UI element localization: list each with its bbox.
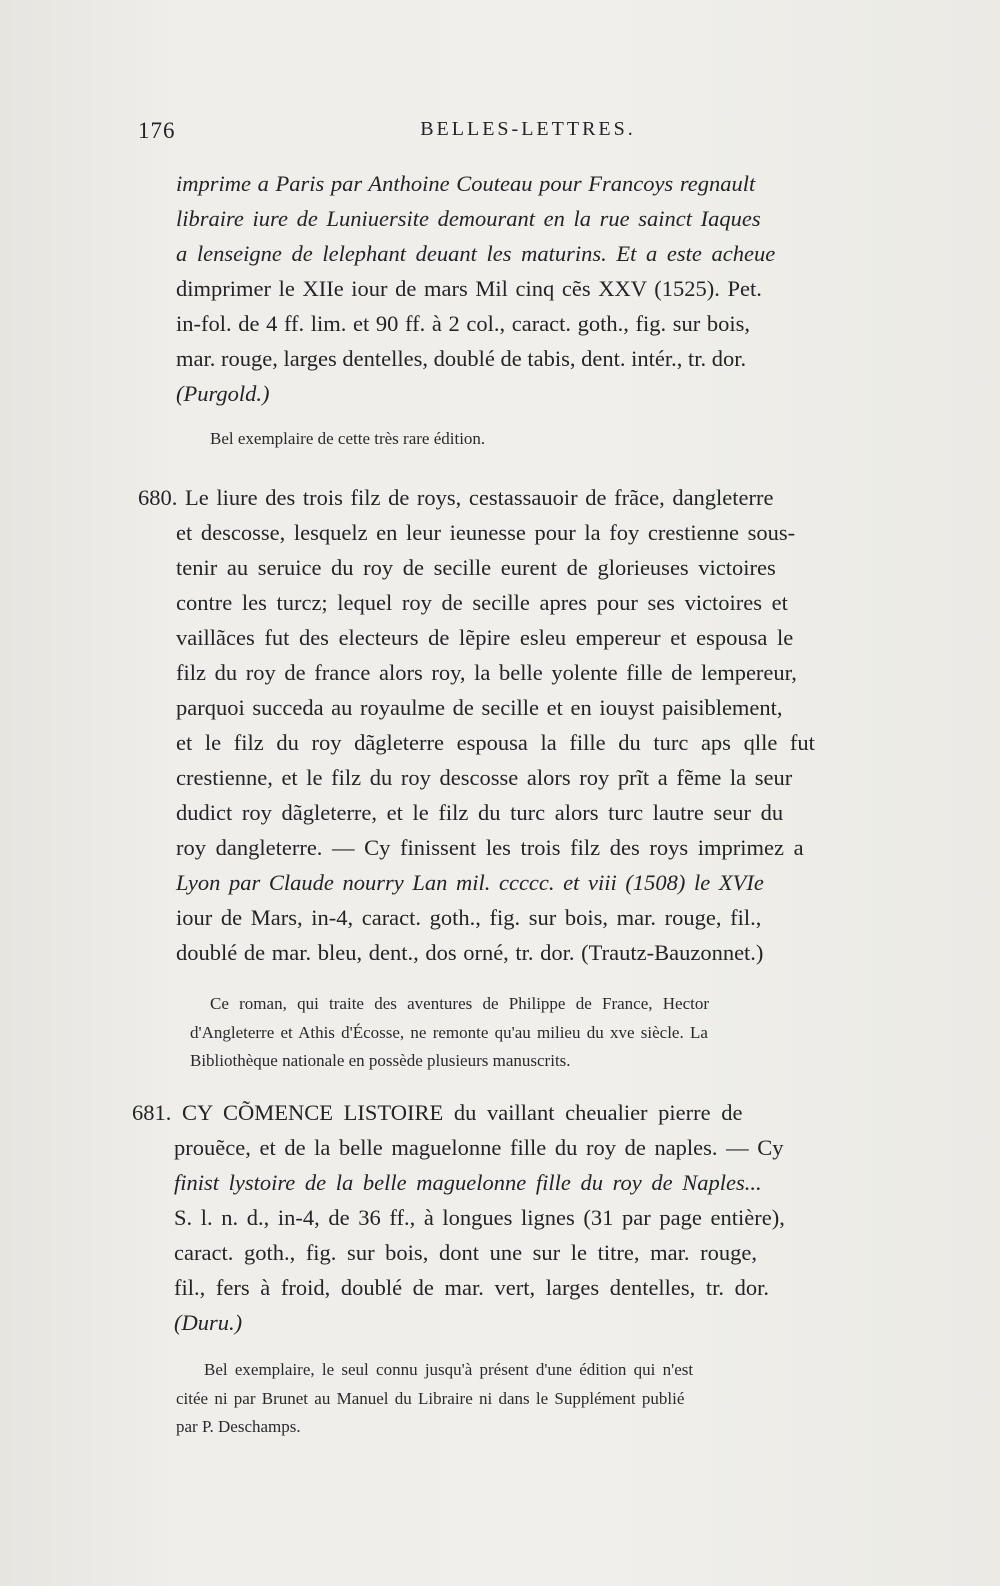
text-line: imprime a Paris par Anthoine Couteau pour Francoys regnault: [176, 171, 756, 196]
note-line: par P. Deschamps.: [176, 1417, 301, 1436]
text-line: caract. goth., fig. sur bois, dont une sur le titre, mar. rouge,: [174, 1240, 757, 1265]
text-line: tenir au seruice du roy de secille eurent de glorieuses victoires: [176, 555, 776, 580]
text-line: fil., fers à froid, doublé de mar. vert, larges dentelles, tr. dor.: [174, 1275, 770, 1300]
text-line: doublé de mar. bleu, dent., dos orné, tr. dor. (Trautz-Bauzonnet.): [176, 940, 764, 965]
text-line: a lenseigne de lelephant deuant les maturins. Et a este acheue: [176, 241, 776, 266]
text-line: 680. Le liure des trois filz de roys, cestassauoir de frãce, dangleterre: [138, 485, 774, 510]
note-line: Bel exemplaire, le seul connu jusqu'à présent d'une édition qui n'est: [204, 1360, 694, 1379]
text-line: libraire iure de Luniuersite demourant en la rue sainct Iaques: [176, 206, 761, 231]
text-line: dimprimer le XIIe iour de mars Mil cinq cẽs XXV (1525). Pet.: [176, 276, 762, 301]
entry-681: [132, 1095, 908, 1340]
text-line: in-fol. de 4 ff. lim. et 90 ff. à 2 col., caract. goth., fig. sur bois,: [176, 311, 751, 336]
note-line: d'Angleterre et Athis d'Écosse, ne remonte qu'au milieu du xve siècle. La: [190, 1022, 708, 1042]
note-line: Bibliothèque nationale en possède plusieurs manuscrits.: [190, 1051, 571, 1070]
text-line: vaillãces fut des electeurs de lẽpire esleu empereur et espousa le: [176, 625, 794, 650]
entry-679-continuation: [176, 166, 898, 411]
text-line: crestienne, et le filz du roy descosse alors roy prĩt a fẽme la seur: [176, 765, 793, 790]
text-line: S. l. n. d., in-4, de 36 ff., à longues lignes (31 par page entière),: [174, 1205, 785, 1230]
text-line: et le filz du roy dãgleterre espousa la fille du turc aps qlle fut: [176, 730, 815, 755]
text-line: mar. rouge, larges dentelles, doublé de tabis, dent. intér., tr. dor.: [176, 346, 747, 371]
text-line: iour de Mars, in-4, caract. goth., fig. sur bois, mar. rouge, fil.,: [176, 905, 762, 930]
note-line: citée ni par Brunet au Manuel du Libraire ni dans le Supplément publié: [176, 1388, 685, 1408]
text-line: 681. CY CÕMENCE LISTOIRE du vaillant cheualier pierre de: [132, 1100, 743, 1125]
text-line: contre les turcz; lequel roy de secille apres pour ses victoires et: [176, 590, 788, 615]
text-line: et descosse, lesquelz en leur ieunesse pour la foy crestienne sous-: [176, 520, 796, 545]
text-line: parquoi succeda au royaulme de secille et en iouyst paisiblement,: [176, 695, 783, 720]
note-line: Bel exemplaire de cette très rare édition.: [210, 429, 486, 448]
text-line: prouẽce, et de la belle maguelonne fille du roy de naples. — Cy: [174, 1135, 784, 1160]
text-line: roy dangleterre. — Cy finissent les trois filz des roys imprimez a: [176, 835, 804, 860]
text-line: Lyon par Claude nourry Lan mil. ccccc. et viii (1508) le XVIe: [176, 870, 764, 895]
entry-680: [138, 480, 908, 970]
page-header: [138, 118, 898, 148]
text-line: filz du roy de france alors roy, la belle yolente fille de lempereur,: [176, 660, 797, 685]
text-line: finist lystoire de la belle maguelonne fille du roy de Naples...: [174, 1170, 762, 1195]
entry-680-note: [190, 990, 900, 1076]
text-line: (Duru.): [174, 1310, 243, 1335]
entry-681-note: [176, 1356, 896, 1442]
page-number: 176: [138, 118, 176, 143]
text-line: dudict roy dãgleterre, et le filz du turc alors turc lautre seur du: [176, 800, 784, 825]
note-line: Ce roman, qui traite des aventures de Philippe de France, Hector: [210, 994, 710, 1013]
text-line: (Purgold.): [176, 381, 270, 406]
running-title: BELLES-LETTRES.: [420, 118, 636, 140]
entry-679-note: [210, 425, 860, 454]
